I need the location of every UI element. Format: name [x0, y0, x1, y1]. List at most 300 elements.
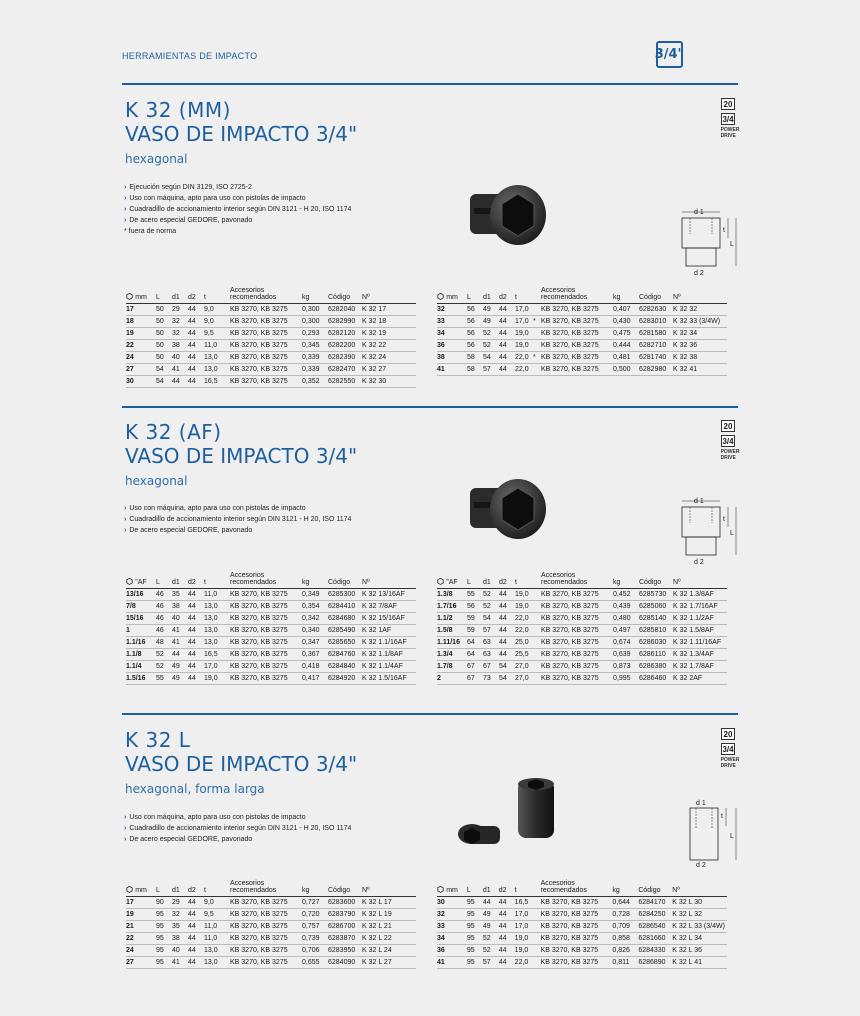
table-cell: 44: [499, 601, 515, 613]
table-cell: 1.1/16: [126, 637, 156, 649]
table-cell: 44: [188, 661, 204, 673]
table-cell: [533, 340, 541, 352]
table-cell: K 32 1.1/4AF: [362, 661, 416, 673]
table-cell: 1.5/16: [126, 673, 156, 685]
svg-text:L: L: [730, 530, 734, 537]
table-cell: 0,811: [612, 957, 638, 969]
table-row: [126, 328, 416, 340]
chevron-right-icon: ›: [124, 505, 127, 512]
table-cell: KB 3270, KB 3275: [541, 364, 613, 376]
feature-text: Cuadradillo de accionamiento interior según DIN 3121 - H 20, ISO 1174: [129, 825, 352, 832]
table-cell: 9,0: [204, 316, 222, 328]
table-cell: 54: [499, 673, 515, 685]
table-cell: KB 3270, KB 3275: [541, 340, 613, 352]
table-cell: K 32 2AF: [673, 673, 727, 685]
section-title: K 32 L: [125, 728, 191, 752]
table-cell: 0,655: [302, 957, 328, 969]
table-cell: 6285810: [639, 625, 673, 637]
table-cell: 40: [172, 613, 188, 625]
table-row: [437, 328, 727, 340]
table-cell: 36: [437, 340, 467, 352]
table-cell: KB 3270, KB 3275: [230, 637, 302, 649]
table-cell: 27: [126, 957, 156, 969]
table-cell: 41: [437, 957, 467, 969]
table-cell: 44: [499, 909, 515, 921]
weight-scale-icon: kg: [302, 287, 328, 304]
hex-nut-icon: ⬡: [437, 885, 447, 894]
table-cell: 19,0: [515, 945, 533, 957]
table-cell: K 32 34: [673, 328, 727, 340]
table-cell: K 32 13/16AF: [362, 589, 416, 601]
column-header: L: [156, 880, 172, 897]
table-cell: K 32 L 19: [362, 909, 416, 921]
table-row: [126, 304, 416, 316]
table-cell: 57: [483, 364, 499, 376]
table-cell: [533, 613, 541, 625]
table-cell: 59: [467, 613, 483, 625]
column-header-accessories: Accesorios recomendados: [230, 287, 302, 304]
spec-badges: [721, 420, 741, 460]
chevron-right-icon: ›: [124, 516, 127, 523]
column-header: L: [156, 572, 172, 589]
column-header-code: Código: [328, 880, 362, 897]
feature-item: [124, 215, 351, 226]
column-header-number: Nº: [672, 880, 727, 897]
unit-label: mm: [135, 294, 147, 301]
column-header: d1: [483, 287, 499, 304]
table-cell: KB 3270, KB 3275: [541, 352, 613, 364]
table-cell: KB 3270, KB 3275: [541, 945, 613, 957]
column-header-number: Nº: [362, 880, 416, 897]
table-cell: 11,0: [204, 933, 222, 945]
table-cell: [533, 957, 541, 969]
table-cell: 6285650: [328, 637, 362, 649]
table-cell: 44: [499, 957, 515, 969]
table-cell: [222, 328, 230, 340]
table-cell: 52: [483, 328, 499, 340]
table-cell: 44: [188, 589, 204, 601]
table-cell: KB 3270, KB 3275: [230, 921, 302, 933]
table-row: [126, 661, 416, 673]
table-row: [437, 364, 727, 376]
table-cell: 44: [188, 921, 204, 933]
table-cell: 1.1/4: [126, 661, 156, 673]
drive-size-badge-small: 3/4: [722, 744, 734, 754]
table-cell: KB 3270, KB 3275: [230, 613, 302, 625]
table-row: [437, 945, 727, 957]
column-header: d2: [188, 572, 204, 589]
drive-size-badge-small: 3/4: [722, 114, 734, 124]
table-cell: 25,5: [515, 649, 533, 661]
table-cell: K 32 1.3/4AF: [673, 649, 727, 661]
table-cell: 44: [188, 304, 204, 316]
table-cell: 24: [126, 945, 156, 957]
table-row: [126, 364, 416, 376]
table-cell: 34: [437, 933, 467, 945]
table-cell: 11,0: [204, 340, 222, 352]
table-cell: [533, 601, 541, 613]
socket-photo: [468, 474, 548, 549]
table-cell: 44: [499, 897, 515, 909]
table-cell: 44: [499, 328, 515, 340]
table-cell: KB 3270, KB 3275: [230, 661, 302, 673]
power-drive-icon: POWER DRIVE: [720, 449, 740, 461]
column-header-accessories: Accesorios recomendados: [541, 572, 613, 589]
section-rule: [122, 83, 738, 85]
table-cell: 11,0: [204, 921, 222, 933]
table-cell: 64: [467, 637, 483, 649]
table-cell: 95: [467, 957, 483, 969]
dimension-diagram: [682, 798, 742, 873]
weight-scale-icon: kg: [302, 572, 328, 589]
table-cell: 6281740: [639, 352, 673, 364]
table-cell: 17: [126, 897, 156, 909]
table-cell: 0,452: [613, 589, 639, 601]
table-cell: 64: [467, 649, 483, 661]
table-cell: 44: [188, 909, 204, 921]
table-cell: 6285730: [639, 589, 673, 601]
table-cell: 0,347: [302, 637, 328, 649]
table-cell: K 32 1.5/16AF: [362, 673, 416, 685]
table-cell: 0,339: [302, 352, 328, 364]
hex-nut-icon: ⬡: [126, 292, 136, 301]
table-cell: 50: [156, 340, 172, 352]
chevron-right-icon: ›: [124, 836, 127, 843]
table-cell: 6284920: [328, 673, 362, 685]
table-row: [437, 933, 727, 945]
table-cell: [222, 352, 230, 364]
table-row: [126, 625, 416, 637]
table-cell: 22,0: [515, 625, 533, 637]
table-cell: 6283010: [639, 316, 673, 328]
svg-text:t: t: [721, 813, 723, 820]
table-cell: 73: [483, 673, 499, 685]
table-cell: 0,639: [613, 649, 639, 661]
table-cell: 35: [172, 589, 188, 601]
column-header: d1: [172, 572, 188, 589]
feature-item: [124, 812, 351, 823]
table-cell: 19,0: [515, 601, 533, 613]
drive-h20-badge: 20: [721, 420, 735, 432]
table-cell: 58: [467, 352, 483, 364]
column-header: L: [467, 287, 483, 304]
table-cell: KB 3270, KB 3275: [230, 589, 302, 601]
table-cell: 0,417: [302, 673, 328, 685]
column-header-number: Nº: [673, 572, 727, 589]
chevron-right-icon: ›: [124, 825, 127, 832]
table-header-row: [437, 572, 727, 589]
table-cell: 95: [156, 921, 172, 933]
table-cell: [222, 376, 230, 388]
size-column-header: [126, 880, 156, 897]
table-row: [126, 957, 416, 969]
table-cell: 56: [467, 316, 483, 328]
weight-scale-icon: kg: [302, 880, 328, 897]
table-cell: 6286540: [638, 921, 672, 933]
unit-label: "AF: [135, 579, 147, 586]
column-header: d2: [188, 880, 204, 897]
table-cell: KB 3270, KB 3275: [230, 673, 302, 685]
table-cell: K 32 L 32: [672, 909, 727, 921]
feature-item: [124, 204, 351, 215]
section-subtitle: VASO DE IMPACTO 3/4": [125, 122, 358, 146]
table-cell: K 32 1AF: [362, 625, 416, 637]
table-row: [126, 921, 416, 933]
table-cell: 0,352: [302, 376, 328, 388]
hex-nut-icon: ⬡: [437, 292, 447, 301]
section-subtitle: VASO DE IMPACTO 3/4": [125, 752, 358, 776]
table-cell: 11,0: [204, 589, 222, 601]
feature-text: Cuadradillo de accionamiento interior según DIN 3121 - H 20, ISO 1174: [129, 206, 352, 213]
table-cell: 63: [483, 649, 499, 661]
socket-photo: [468, 180, 548, 255]
table-cell: K 32 1.3/8AF: [673, 589, 727, 601]
table-cell: [533, 897, 541, 909]
weight-scale-icon: kg: [613, 287, 639, 304]
table-cell: 6286460: [639, 673, 673, 685]
table-cell: 19,0: [515, 589, 533, 601]
table-cell: 6285300: [328, 589, 362, 601]
column-header: t: [515, 287, 533, 304]
drive-h20-badge: 20: [721, 98, 735, 110]
table-cell: 6283950: [328, 945, 362, 957]
table-cell: K 32 1.5/8AF: [673, 625, 727, 637]
table-cell: 52: [483, 933, 499, 945]
table-cell: 44: [188, 613, 204, 625]
table-cell: 9,0: [204, 304, 222, 316]
column-header-blank: [222, 880, 230, 897]
table-cell: 6285490: [328, 625, 362, 637]
table-cell: K 32 24: [362, 352, 416, 364]
feature-text: De acero especial GEDORE, pavonado: [129, 217, 253, 224]
svg-text:d 2: d 2: [696, 862, 706, 868]
table-cell: 33: [437, 316, 467, 328]
table-cell: 46: [156, 625, 172, 637]
feature-text: Uso con máquina, apto para uso con pistolas de impacto: [129, 195, 306, 202]
column-header-accessories: Accesorios recomendados: [541, 880, 613, 897]
table-row: [126, 637, 416, 649]
table-cell: K 32 7/8AF: [362, 601, 416, 613]
table-cell: [533, 661, 541, 673]
table-cell: 24: [126, 352, 156, 364]
table-cell: K 32 18: [362, 316, 416, 328]
table-cell: 0,500: [613, 364, 639, 376]
table-cell: 52: [483, 601, 499, 613]
unit-label: mm: [446, 294, 458, 301]
table-cell: 95: [467, 921, 483, 933]
table-cell: 22: [126, 933, 156, 945]
column-header: d2: [499, 572, 515, 589]
table-cell: K 32 15/16AF: [362, 613, 416, 625]
table-cell: [222, 340, 230, 352]
column-header: d1: [172, 287, 188, 304]
table-cell: 44: [188, 352, 204, 364]
hex-nut-icon: ⬡: [437, 577, 447, 586]
weight-scale-icon: kg: [613, 572, 639, 589]
table-cell: K 32 41: [673, 364, 727, 376]
table-cell: KB 3270, KB 3275: [541, 661, 613, 673]
column-header-code: Código: [639, 572, 673, 589]
size-column-header: [126, 572, 156, 589]
table-cell: 46: [156, 589, 172, 601]
table-row: [437, 340, 727, 352]
table-cell: 22,0: [515, 364, 533, 376]
table-cell: KB 3270, KB 3275: [230, 364, 302, 376]
table-cell: 30: [437, 897, 467, 909]
section-title: K 32 (AF): [125, 420, 222, 444]
table-cell: 27,0: [515, 661, 533, 673]
table-cell: 57: [483, 957, 499, 969]
table-cell: 13,0: [204, 352, 222, 364]
svg-text:d 1: d 1: [696, 800, 706, 807]
table-cell: 6284760: [328, 649, 362, 661]
table-cell: 6282630: [639, 304, 673, 316]
table-cell: 9,5: [204, 328, 222, 340]
table-cell: 44: [499, 316, 515, 328]
svg-text:d 1: d 1: [694, 209, 704, 216]
column-header-code: Código: [639, 287, 673, 304]
dimension-diagram: [672, 206, 744, 281]
unit-label: mm: [446, 887, 458, 894]
feature-text: De acero especial GEDORE, pavonado: [129, 836, 253, 843]
table-cell: 6282710: [639, 340, 673, 352]
table-cell: [222, 649, 230, 661]
table-cell: 22: [126, 340, 156, 352]
table-cell: [222, 909, 230, 921]
table-cell: 0,706: [302, 945, 328, 957]
column-header-code: Código: [638, 880, 672, 897]
table-cell: 50: [156, 304, 172, 316]
table-cell: 41: [437, 364, 467, 376]
table-cell: KB 3270, KB 3275: [541, 933, 613, 945]
table-cell: K 32 L 34: [672, 933, 727, 945]
table-cell: 0,727: [302, 897, 328, 909]
table-cell: 9,0: [204, 897, 222, 909]
table-cell: 6286890: [638, 957, 672, 969]
table-cell: 38: [172, 340, 188, 352]
table-cell: 13,0: [204, 957, 222, 969]
table-cell: 0,439: [613, 601, 639, 613]
table-cell: 22,0: [515, 957, 533, 969]
table-cell: 41: [172, 364, 188, 376]
table-cell: 44: [188, 340, 204, 352]
table-cell: KB 3270, KB 3275: [230, 625, 302, 637]
table-cell: KB 3270, KB 3275: [541, 637, 613, 649]
table-cell: 0,300: [302, 316, 328, 328]
table-cell: 16,5: [204, 376, 222, 388]
table-cell: KB 3270, KB 3275: [230, 933, 302, 945]
table-cell: 0,644: [612, 897, 638, 909]
table-cell: [533, 637, 541, 649]
table-cell: KB 3270, KB 3275: [541, 625, 613, 637]
table-cell: 0,873: [613, 661, 639, 673]
column-header: t: [515, 880, 533, 897]
svg-text:d 1: d 1: [694, 498, 704, 505]
table-cell: 44: [188, 933, 204, 945]
power-drive-icon: POWER DRIVE: [720, 127, 740, 139]
table-cell: 41: [172, 625, 188, 637]
table-header-row: [126, 880, 416, 897]
column-header-number: Nº: [362, 287, 416, 304]
table-cell: 2: [437, 673, 467, 685]
table-cell: 17: [126, 304, 156, 316]
table-cell: KB 3270, KB 3275: [541, 601, 613, 613]
table-cell: 6282990: [328, 316, 362, 328]
table-cell: 6284090: [328, 957, 362, 969]
table-row: [126, 376, 416, 388]
socket-photo: [456, 776, 576, 853]
svg-text:t: t: [723, 516, 725, 523]
table-cell: 95: [467, 897, 483, 909]
table-cell: 13/16: [126, 589, 156, 601]
table-cell: 1.7/8: [437, 661, 467, 673]
table-cell: 6284330: [638, 945, 672, 957]
table-cell: 30: [126, 376, 156, 388]
weight-scale-icon: kg: [612, 880, 638, 897]
column-header: d2: [499, 287, 515, 304]
feature-text: Uso con máquina, apto para uso con pistolas de impacto: [129, 814, 306, 821]
table-row: [126, 673, 416, 685]
table-cell: 59: [467, 625, 483, 637]
spec-badges: [721, 728, 741, 768]
table-cell: K 32 32: [673, 304, 727, 316]
table-cell: 7/8: [126, 601, 156, 613]
table-cell: 13,0: [204, 364, 222, 376]
table-cell: 6285060: [639, 601, 673, 613]
table-cell: [533, 625, 541, 637]
table-cell: 0,481: [613, 352, 639, 364]
table-cell: 6286380: [639, 661, 673, 673]
table-cell: 16,5: [204, 649, 222, 661]
table-cell: K 32 L 22: [362, 933, 416, 945]
table-cell: 36: [437, 945, 467, 957]
feature-item: [124, 514, 351, 525]
table-cell: 44: [499, 625, 515, 637]
table-cell: 50: [156, 328, 172, 340]
table-cell: [222, 945, 230, 957]
table-cell: 52: [483, 945, 499, 957]
column-header: t: [204, 880, 222, 897]
table-cell: 44: [172, 649, 188, 661]
feature-text: Uso con máquina, apto para uso con pistolas de impacto: [129, 505, 306, 512]
feature-item: [124, 823, 351, 834]
svg-text:d 2: d 2: [694, 270, 704, 276]
table-cell: 44: [188, 637, 204, 649]
section-descriptor: hexagonal, forma larga: [125, 782, 265, 796]
table-cell: KB 3270, KB 3275: [541, 304, 613, 316]
table-cell: 1.7/16: [437, 601, 467, 613]
table-cell: KB 3270, KB 3275: [230, 601, 302, 613]
table-cell: 0,339: [302, 364, 328, 376]
table-cell: 0,444: [613, 340, 639, 352]
table-cell: 44: [499, 352, 515, 364]
table-cell: 6281660: [638, 933, 672, 945]
table-cell: 55: [156, 673, 172, 685]
section-subtitle: VASO DE IMPACTO 3/4": [125, 444, 358, 468]
table-cell: 32: [172, 328, 188, 340]
table-cell: KB 3270, KB 3275: [541, 957, 613, 969]
table-cell: 32: [437, 304, 467, 316]
column-header: t: [204, 572, 222, 589]
table-cell: KB 3270, KB 3275: [541, 649, 613, 661]
table-cell: 57: [483, 625, 499, 637]
table-cell: [222, 661, 230, 673]
spec-table-right: [437, 287, 727, 376]
column-header: d2: [499, 880, 515, 897]
table-cell: 29: [172, 897, 188, 909]
table-cell: 13,0: [204, 601, 222, 613]
table-cell: 44: [188, 601, 204, 613]
